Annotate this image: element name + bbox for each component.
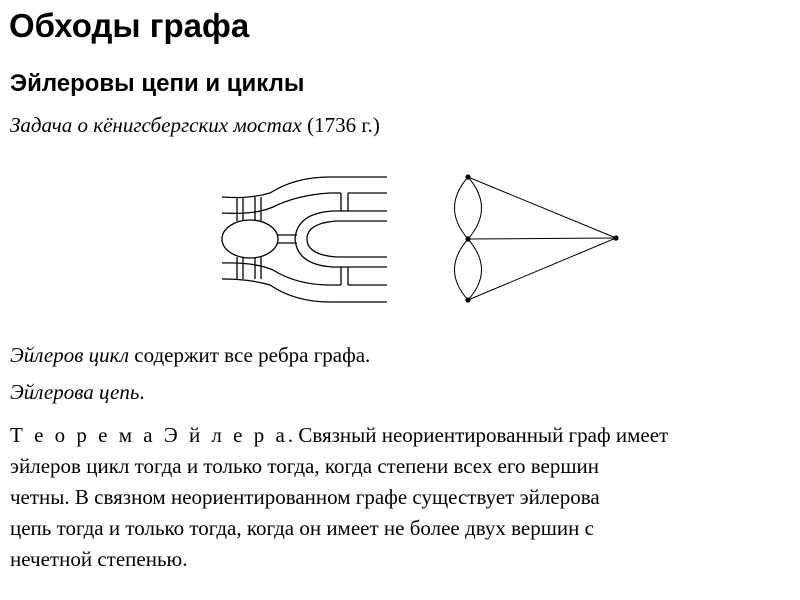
graph-vertex [465,174,470,179]
graph-edge [468,239,482,300]
theorem-line: эйлеров цикл тогда и только тогда, когда степени всех его вершин [10,454,600,478]
graph-edge [468,238,616,239]
theorem-line [10,420,780,451]
problem-year: (1736 г.) [301,113,380,137]
euler-cycle-text: содержит все ребра графа. [129,343,371,367]
graph-edge [468,238,616,300]
euler-path-definition [10,380,145,405]
konigsberg-bridges-map-icon [222,177,387,302]
euler-cycle-definition [10,343,370,368]
graph-edge [468,177,616,238]
konigsberg-figure [215,165,625,310]
theorem-line: четны. В связном неориентированном графе существует эйлерова [10,485,600,509]
graph-edge [455,177,469,239]
page-title: Обходы графа [9,7,250,44]
problem-statement [10,113,380,138]
graph-vertex [465,236,470,241]
konigsberg-multigraph-icon [455,174,619,302]
graph-edge [468,177,482,239]
euler-cycle-term: Эйлеров цикл [10,343,130,367]
theorem-heading: Т е о р е м а Э й л е р а [10,423,288,447]
euler-path-term: Эйлерова цепь [10,380,140,404]
euler-theorem [10,420,780,575]
euler-path-text: . [139,380,145,404]
graph-edge [455,239,469,300]
theorem-line: цепь тогда и только тогда, когда он имеет не более двух вершин с [10,516,594,540]
graph-vertex [613,235,618,240]
theorem-line: нечетной степенью. [10,547,188,571]
problem-name: Задача о кёнигсбергских мостах [10,113,302,137]
graph-vertex [465,297,470,302]
theorem-text: . Связный неориентированный граф имеет [287,423,669,447]
section-title: Эйлеровы цепи и циклы [10,70,305,97]
